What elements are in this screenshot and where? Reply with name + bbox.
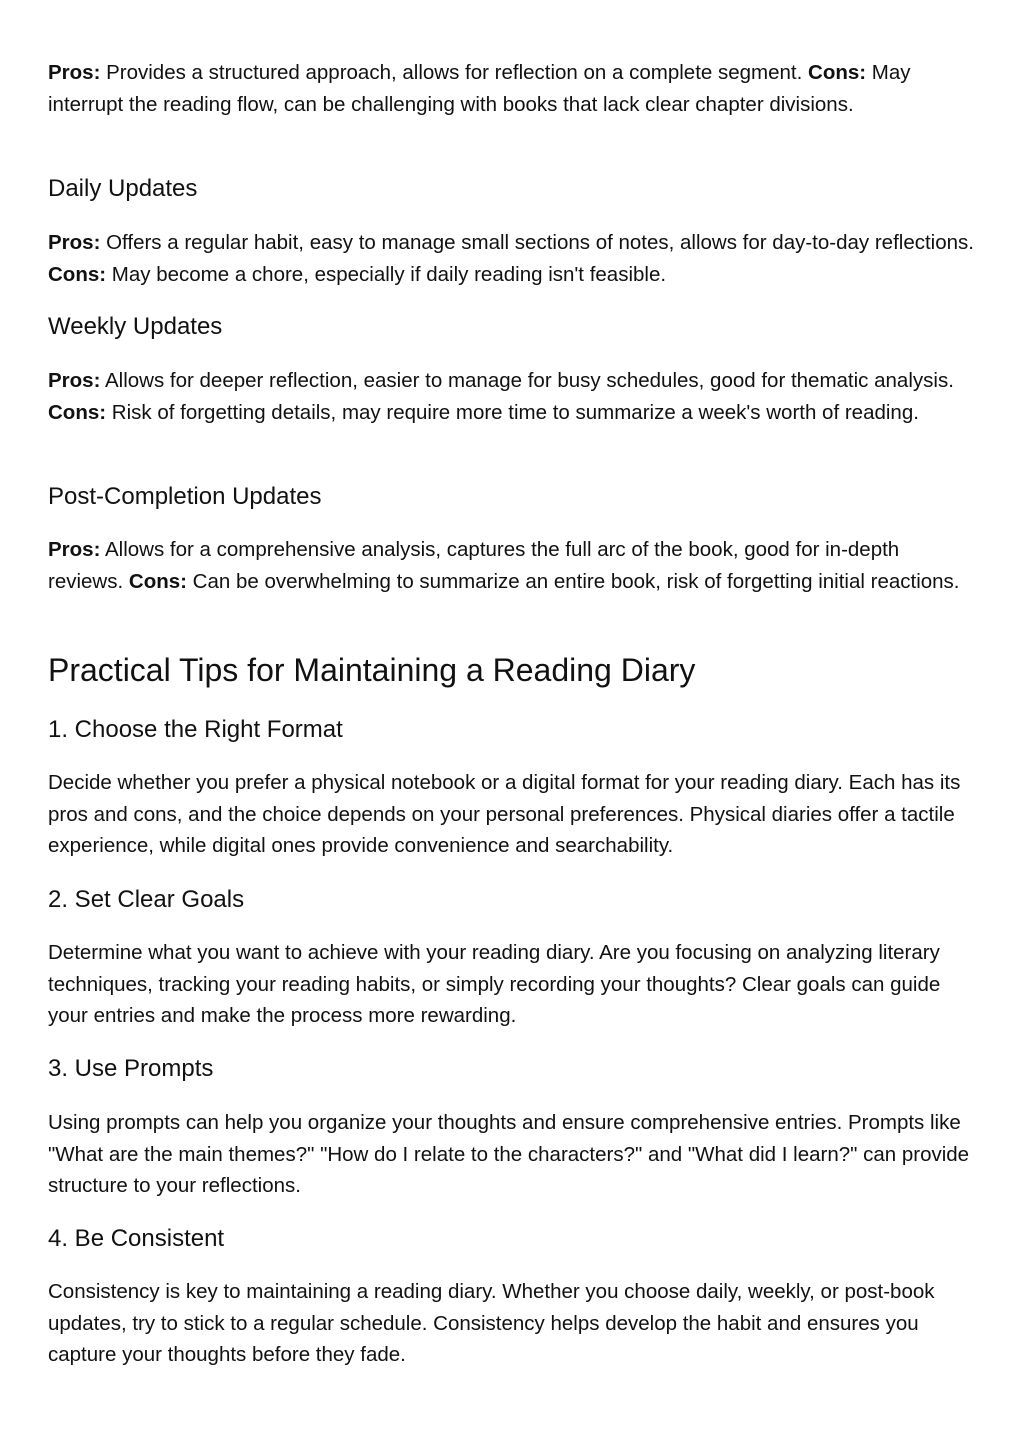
pros-text: Allows for deeper reflection, easier to manage for busy schedules, good for thematic analysis. — [100, 369, 954, 392]
tip-heading: 3. Use Prompts — [48, 1055, 214, 1082]
pros-label: Pros: — [48, 231, 101, 254]
post-completion-paragraph — [48, 534, 976, 597]
daily-updates-heading: Daily Updates — [48, 175, 198, 202]
pros-label: Pros: — [48, 538, 101, 561]
cons-text: May become a chore, especially if daily reading isn't feasible. — [106, 262, 667, 286]
tip-body: Determine what you want to achieve with your reading diary. Are you focusing on analyzing literary techniques, tracking your reading habits, or simply recording your thoughts? Clear goals can guide your entries and make the process more rewarding. — [48, 941, 941, 1027]
pros-label: Pros: — [48, 369, 101, 392]
pros-text: Provides a structured approach, allows for reflection on a complete segment. — [100, 61, 809, 84]
cons-text: Risk of forgetting details, may require more time to summarize a week's worth of reading. — [106, 400, 919, 424]
pros-text: Allows for a comprehensive analysis, captures the full arc of the book, good for in-depth reviews. — [48, 538, 900, 593]
cons-label: Cons: — [808, 61, 867, 84]
tip-body: Decide whether you prefer a physical notebook or a digital format for your reading diary. Each has its pros and cons, and the choice depends on your personal preferences. Physical diaries offer a tactile experience, while digital ones provide convenience and searchability. — [48, 771, 961, 857]
tips-section-heading: Practical Tips for Maintaining a Reading Diary — [48, 652, 696, 688]
tip-heading: 4. Be Consistent — [48, 1225, 225, 1252]
cons-text: May interrupt the reading flow, can be challenging with books that lack clear chapter divisions. — [48, 61, 911, 116]
weekly-updates-heading: Weekly Updates — [48, 313, 223, 340]
daily-updates-paragraph — [48, 227, 976, 290]
tip-heading: 1. Choose the Right Format — [48, 716, 343, 743]
pros-label: Pros: — [48, 61, 101, 84]
cons-label: Cons: — [128, 569, 187, 593]
weekly-updates-paragraph — [48, 365, 976, 428]
cons-label: Cons: — [48, 400, 107, 424]
post-completion-heading: Post-Completion Updates — [48, 483, 322, 510]
tip-heading: 2. Set Clear Goals — [48, 886, 245, 913]
cons-text: Can be overwhelming to summarize an entire book, risk of forgetting initial reactions. — [186, 569, 960, 593]
pros-text: Offers a regular habit, easy to manage small sections of notes, allows for day-to-day reflections. — [100, 231, 974, 254]
intro-paragraph — [48, 57, 976, 120]
tip-body: Using prompts can help you organize your thoughts and ensure comprehensive entries. Prompts like "What are the main themes?" "How do I relate to the characters?" and "What did I learn?" can provide structure to your reflections. — [48, 1111, 970, 1197]
tip-body: Consistency is key to maintaining a reading diary. Whether you choose daily, weekly, or post-book updates, try to stick to a regular schedule. Consistency helps develop the habit and ensures you capture your thoughts before they fade. — [48, 1280, 935, 1366]
cons-label: Cons: — [48, 262, 107, 286]
